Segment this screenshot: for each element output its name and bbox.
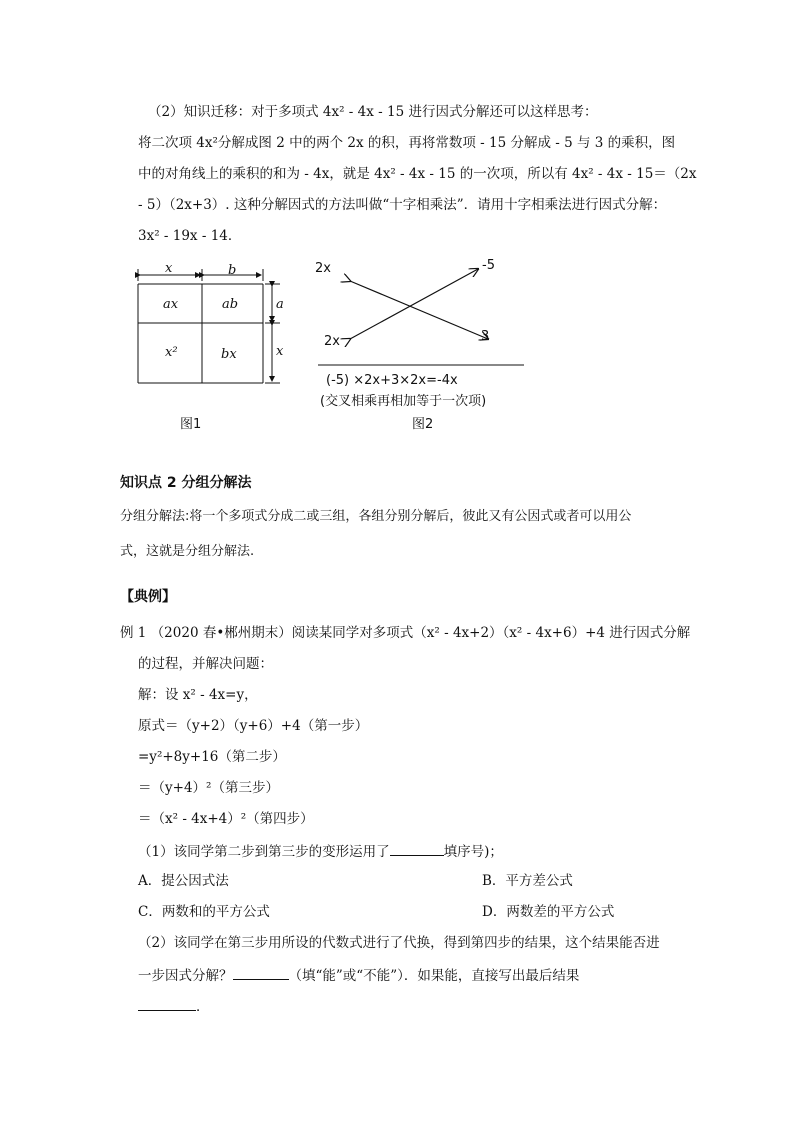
option-c: C．两数和的平方公式 <box>138 904 270 920</box>
question-2 <box>138 965 579 985</box>
text-line: 分组分解法:将一个多项式分成二或三组，各组分别分解后，彼此又有公因式或者可以用公 <box>120 509 632 524</box>
solution-step: 原式＝（y+2）（y+6）+4（第一步） <box>138 718 369 734</box>
question-2-final <box>138 996 210 1016</box>
bottom-right-term: 3 <box>481 329 490 344</box>
solution-step: ＝（y+4）²（第三步） <box>138 780 279 796</box>
solution-step: 解：设 x² - 4x=y， <box>138 687 258 703</box>
label-x-top: x <box>165 261 173 276</box>
cell-ab: ab <box>222 297 239 312</box>
example-heading: 【典例】 <box>120 589 176 605</box>
cross-arrows <box>350 269 488 339</box>
top-left-term: 2x <box>315 261 331 276</box>
label-b-top: b <box>228 263 237 278</box>
text-line: - 5）（2x+3）. 这种分解因式的方法叫做“十字相乘法”．请用十字相乘法进行因式分解： <box>138 197 667 213</box>
solution-step: ＝（x² - 4x+4）²（第四步） <box>138 811 314 827</box>
option-d: D．两数差的平方公式 <box>482 904 615 920</box>
bottom-left-term: 2x <box>324 334 340 349</box>
top-right-term: -5 <box>482 258 495 273</box>
text-line: 将二次项 4x²分解成图 2 中的两个 2x 的积，再将常数项 - 15 分解成 - 5 与 3 的乘积，图 <box>138 135 676 151</box>
answer-blank[interactable] <box>138 996 196 1011</box>
end-mark: ． <box>196 999 210 1015</box>
text-line: 例 1 （2020 春•郴州期末）阅读某同学对多项式（x² - 4x+2）（x² - 4x+6）+4 进行因式分解 <box>120 625 691 641</box>
figure-2-caption: 图2 <box>412 417 434 432</box>
answer-blank[interactable] <box>233 965 289 980</box>
question-2-text: 一步因式分解？ <box>138 968 233 984</box>
question-1-text: （1）该同学第二步到第三步的变形运用了 <box>138 844 390 860</box>
text-line: （2）知识迁移：对于多项式 4x² - 4x - 15 进行因式分解还可以这样思考： <box>148 104 598 120</box>
cross-formula: (-5) ×2x+3×2x=-4x <box>326 373 458 388</box>
text-line: 的过程，并解决问题： <box>138 656 273 672</box>
grid-lines <box>138 269 280 383</box>
label-x-side: x <box>276 344 284 359</box>
text-line: （2）该同学在第三步用所设的代数式进行了代换，得到第四步的结果，这个结果能否进 <box>138 935 660 951</box>
figure-2-cross-method <box>300 255 540 435</box>
text-line: 中的对角线上的乘积的和为 - 4x，就是 4x² - 4x - 15 的一次项，所以有 4x² - 4x - 15＝（2x <box>138 166 697 182</box>
label-a-side: a <box>276 297 284 312</box>
section-heading: 知识点 2 分组分解法 <box>120 475 252 491</box>
text-line: 式，这就是分组分解法. <box>120 544 255 559</box>
text-line: 3x² - 19x - 14． <box>138 228 242 244</box>
dimension-arrows <box>140 275 272 381</box>
cell-bx: bx <box>221 347 237 362</box>
answer-blank[interactable] <box>390 841 444 856</box>
cell-x-squared: x² <box>165 345 178 360</box>
figure-1-caption: 图1 <box>180 417 202 432</box>
figure-1-drawing <box>120 255 300 435</box>
solution-step: =y²+8y+16（第二步） <box>138 749 286 765</box>
question-2-suffix: （填“能”或“不能”）．如果能，直接写出最后结果 <box>288 968 580 984</box>
cross-note: (交叉相乘再相加等于一次项) <box>320 394 487 409</box>
option-a: A．提公因式法 <box>138 873 229 889</box>
question-1-suffix: 填序号)； <box>443 844 503 860</box>
cell-ax: ax <box>163 297 179 312</box>
figure-1-area-model <box>120 255 300 435</box>
question-1 <box>138 841 503 861</box>
option-b: B．平方差公式 <box>482 873 573 889</box>
